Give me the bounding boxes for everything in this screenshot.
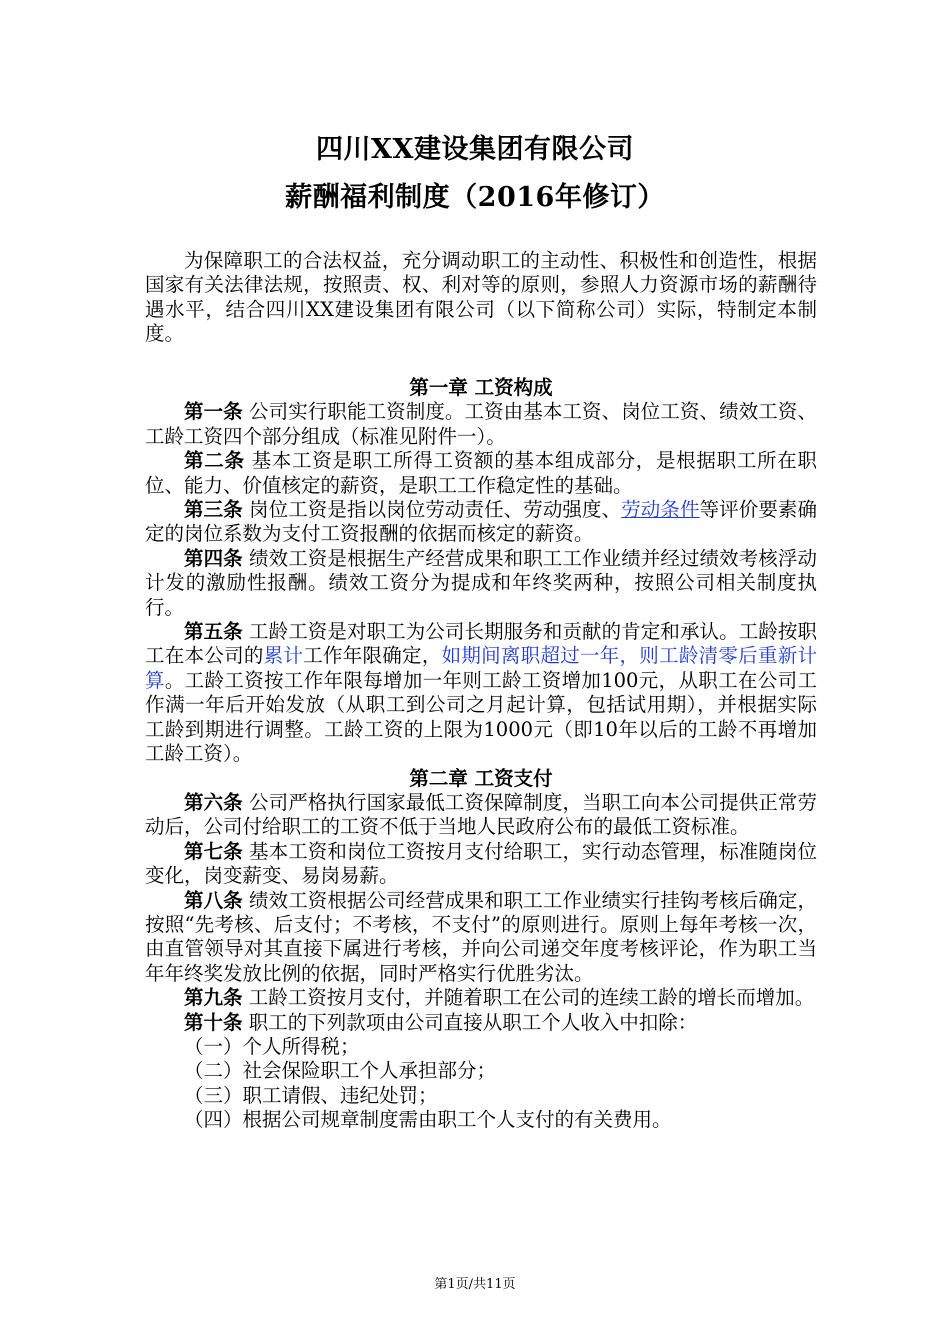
article-2 bbox=[145, 449, 817, 498]
article-5 bbox=[145, 620, 817, 766]
list-item: （四）根据公司规章制度需由职工个人支付的有关费用。 bbox=[184, 1108, 672, 1132]
article-text: 职工的下列款项由公司直接从职工个人收入中扣除： bbox=[242, 1010, 698, 1034]
highlighted-text: 累计 bbox=[263, 644, 304, 668]
article-label: 第五条 bbox=[184, 620, 243, 644]
document-title: 四川XX建设集团有限公司 bbox=[316, 134, 634, 165]
article-6 bbox=[145, 791, 817, 840]
article-label: 第一条 bbox=[184, 400, 243, 424]
article-8 bbox=[145, 889, 817, 987]
article-label: 第四条 bbox=[184, 546, 243, 570]
article-label: 第十条 bbox=[184, 1010, 243, 1034]
list-item: （一）个人所得税； bbox=[184, 1034, 360, 1058]
article-10 bbox=[145, 1011, 817, 1035]
article-text: 绩效工资根据公司经营成果和职工工作业绩实行挂钩考核后确定，按照“先考核、后支付；不考核，不支付”的原则进行。原则上每年考核一次，由直管领导对其直接下属进行考核，并向公司递交年度考核评论，作为职工当年年终奖发放比例的依据，同时严格实行优胜劣汰。 bbox=[145, 888, 817, 985]
article-label: 第八条 bbox=[184, 888, 243, 912]
article-text: 公司实行职能工资制度。工资由基本工资、岗位工资、绩效工资、工龄工资四个部分组成（标准见附件一）。 bbox=[145, 400, 817, 448]
article-label: 第九条 bbox=[184, 986, 243, 1010]
list-item: （三）职工请假、违纪处罚； bbox=[184, 1083, 438, 1107]
document-subtitle: 薪酬福利制度（2016年修订） bbox=[285, 182, 665, 213]
article-7 bbox=[145, 840, 817, 889]
article-3 bbox=[145, 498, 817, 547]
chapter-heading-1: 第一章 工资构成 bbox=[409, 376, 553, 399]
article-text: 等评价要素确定的岗位系数为支付工资报酬的依据而核定的薪资。 bbox=[145, 498, 817, 546]
article-4 bbox=[145, 547, 817, 620]
intro-paragraph: 为保障职工的合法权益，充分调动职工的主动性、积极性和创造性，根据国家有关法律法规，按照责、权、利对等的原则，参照人力资源市场的薪酬待遇水平，结合四川XX建设集团有限公司（以下简称公司）实际，特制定本制度。 bbox=[145, 249, 817, 346]
article-label: 第七条 bbox=[184, 839, 243, 863]
list-item: （二）社会保险职工个人承担部分； bbox=[184, 1059, 497, 1083]
article-1 bbox=[145, 400, 817, 449]
article-text: 工龄工资按月支付，并随着职工在公司的连续工龄的增长而增加。 bbox=[242, 986, 815, 1010]
article-text: 。工龄工资按工作年限每增加一年则工龄工资增加100元，从职工在公司工作满一年后开始发放（从职工到公司之月起计算，包括试用期），并根据实际工龄到期进行调整。工龄工资的上限为1000元（即10年以后的工龄不再增加工龄工资）。 bbox=[145, 668, 817, 766]
highlighted-text: 如期间离职超过一年，则工龄清零后重新计算 bbox=[145, 644, 817, 692]
article-text: 基本工资和岗位工资按月支付给职工，实行动态管理，标准随岗位变化，岗变薪变、易岗易薪。 bbox=[145, 839, 817, 888]
labor-conditions-link[interactable]: 劳动条件 bbox=[621, 498, 700, 522]
article-text: 工龄工资是对职工为公司长期服务和贡献的肯定和承认。工龄按职工在本公司的 bbox=[145, 620, 817, 668]
article-text: 岗位工资是指以岗位劳动责任、劳动强度、 bbox=[242, 498, 622, 522]
article-text: 公司严格执行国家最低工资保障制度，当职工向本公司提供正常劳动后，公司付给职工的工资不低于当地人民政府公布的最低工资标准。 bbox=[145, 790, 817, 839]
article-label: 第三条 bbox=[184, 498, 243, 522]
article-text: 工作年限确定， bbox=[303, 644, 442, 668]
article-label: 第六条 bbox=[184, 790, 243, 814]
article-text: 基本工资是职工所得工资额的基本组成部分，是根据职工所在职位、能力、价值核定的薪资，是职工工作稳定性的基础。 bbox=[145, 449, 817, 497]
page-number-footer: 第1页/共11页 bbox=[434, 1277, 516, 1292]
article-text: 绩效工资是根据生产经营成果和职工工作业绩并经过绩效考核浮动计发的激励性报酬。绩效工资分为提成和年终奖两种，按照公司相关制度执行。 bbox=[145, 546, 817, 619]
document-body bbox=[145, 376, 817, 1133]
article-label: 第二条 bbox=[184, 449, 245, 473]
article-9 bbox=[145, 986, 817, 1010]
chapter-heading-2: 第二章 工资支付 bbox=[409, 766, 553, 790]
